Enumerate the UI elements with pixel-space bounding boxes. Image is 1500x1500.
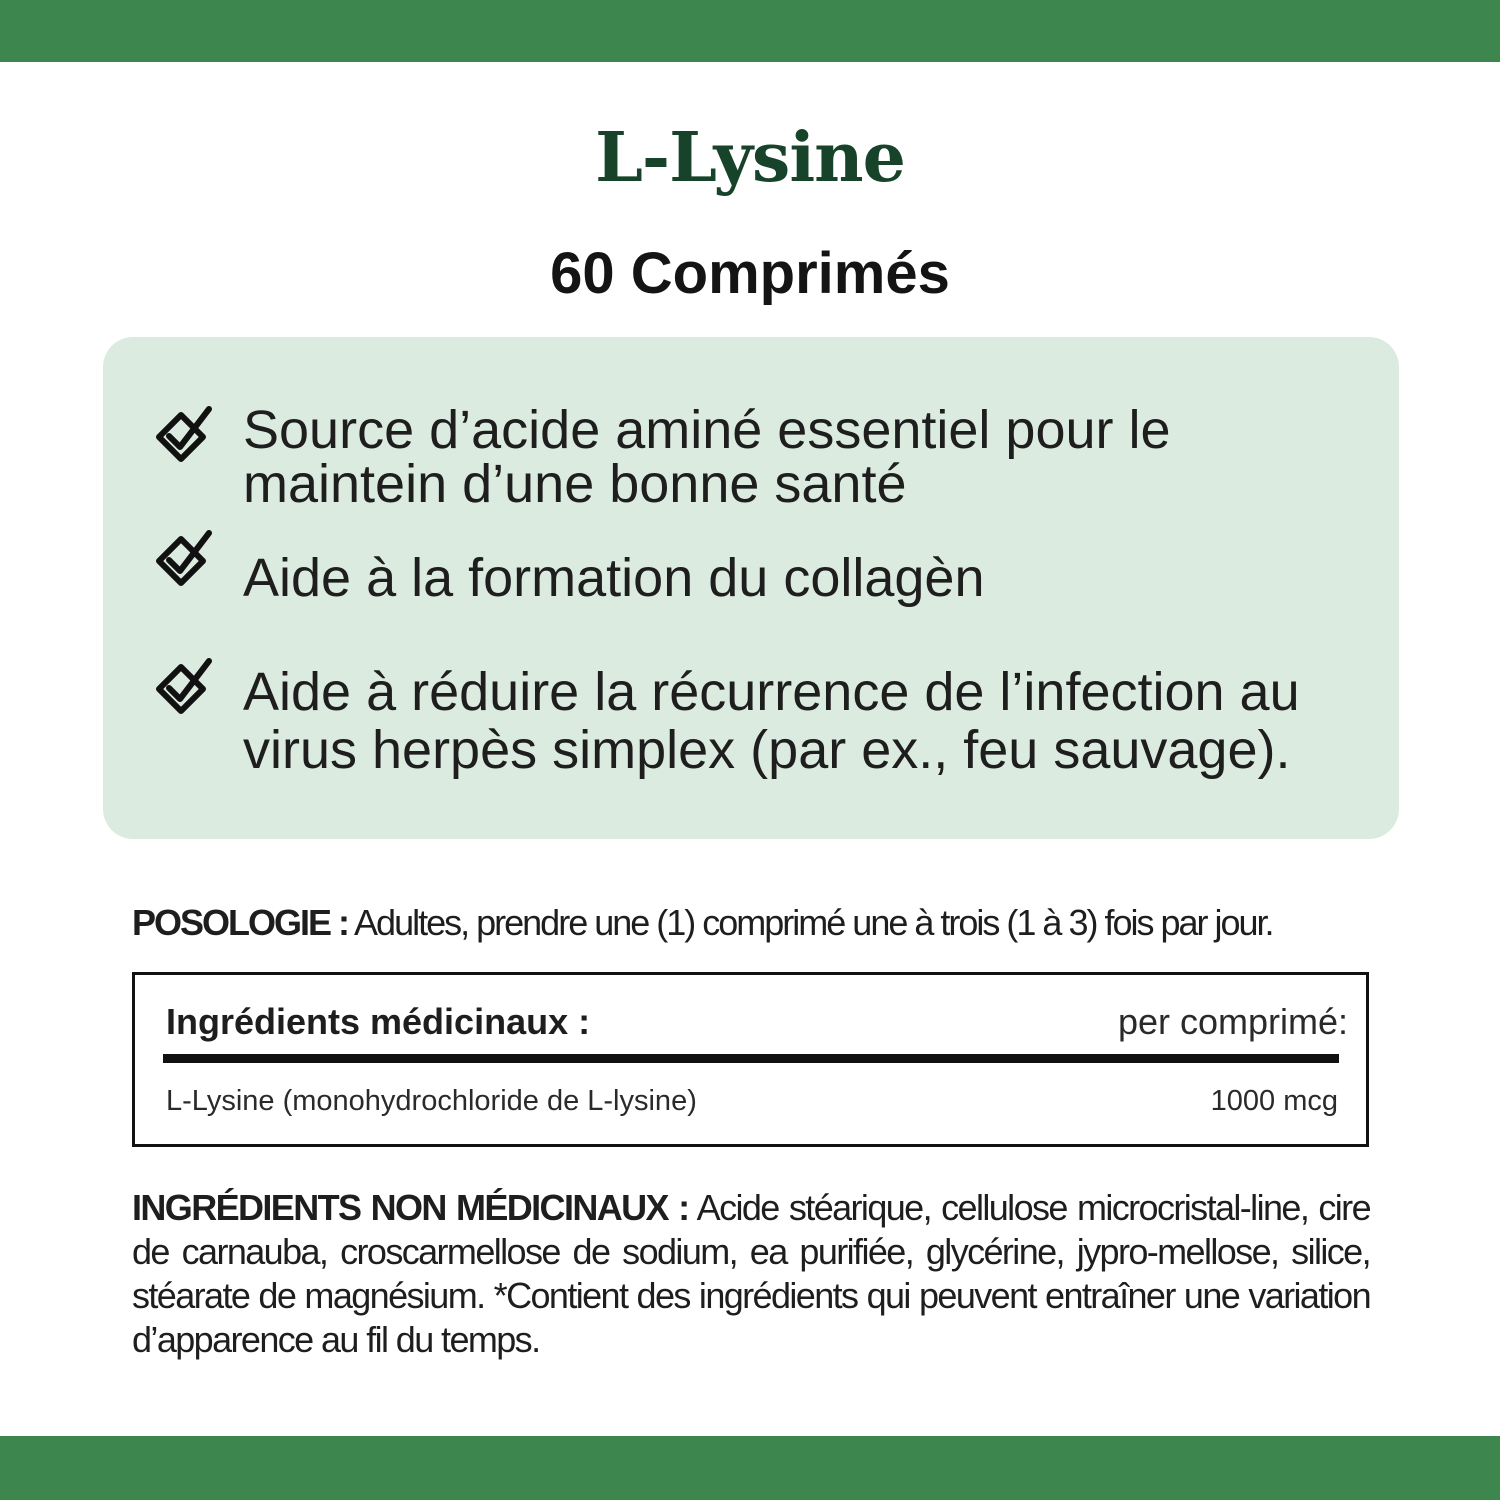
non-medicinal-label: INGRÉDIENTS NON MÉDICINAUX : [132,1187,689,1228]
medicinal-heading: Ingrédients médicinaux : [166,1001,591,1042]
medicinal-ingredients-table [132,972,1369,1147]
product-title: L-Lysine [595,118,905,198]
check-diamond-icon [147,403,217,473]
top-green-band [0,0,1500,62]
product-count: 60 Comprimés [550,241,950,306]
per-tablet-label: per comprimé: [1117,1001,1348,1042]
check-diamond-icon [147,655,217,725]
bottom-green-band [0,1436,1500,1500]
benefit-text: Aide à réduire la récurrence de l’infection au virus herpès simplex (par ex., feu sauvage). [243,662,1300,780]
ingredient-name: L-Lysine (monohydrochloride de L-lysine) [166,1085,697,1117]
benefit-text: Source d’acide aminé essentiel pour le maintein d’une bonne santé [243,400,1171,514]
non-medicinal-text: Acide stéarique, cellulose microcristal-line, cire de carnauba, croscarmellose de sodium, ea purifiée, glycérine, jypro-mellose, silice, stéarate de magnésium. *Contient des ingrédients qui peuvent entraîner une variation d’apparence au fil du temps. [132,1187,1370,1360]
benefits-panel [103,337,1399,839]
check-diamond-icon [147,527,217,597]
dosage-text: Adultes, prendre une (1) comprimé une à trois (1 à 3) fois par jour. [348,902,1273,943]
benefit-text: Aide à la formation du collagèn [243,548,985,608]
dosage-label: POSOLOGIE : [132,902,349,943]
dosage-paragraph [132,902,1392,944]
table-rule [163,1054,1339,1063]
ingredient-amount: 1000 mcg [1210,1085,1338,1117]
non-medicinal-paragraph [132,1186,1370,1362]
